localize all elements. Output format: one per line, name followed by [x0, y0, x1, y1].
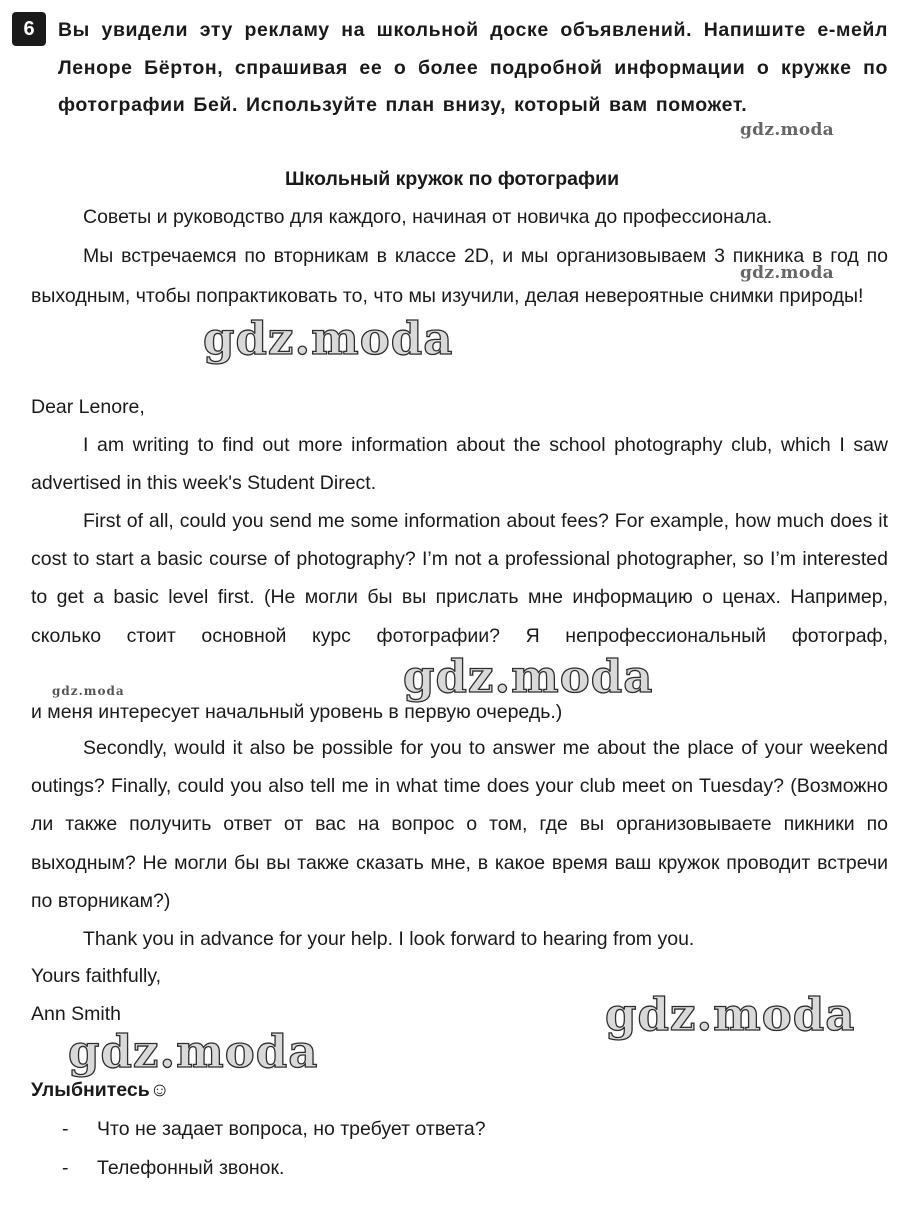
- task-number-badge: 6: [12, 12, 46, 46]
- list-item-text: Что не задает вопроса, но требует ответа?: [97, 1118, 486, 1140]
- smile-title: Улыбнитесь☺: [31, 1079, 170, 1101]
- watermark-logo: gdz.moda: [740, 120, 834, 140]
- letter-paragraph-4: Thank you in advance for your help. I look forward to hearing from you.: [83, 928, 695, 950]
- watermark-logo: gdz.moda: [68, 1025, 319, 1078]
- letter-paragraph-1: I am writing to find out more information about the school photography club, which I saw advertised in this week's Student Direct.: [31, 434, 888, 495]
- watermark-logo: gdz.moda: [740, 263, 834, 283]
- task-instructions: Вы увидели эту рекламу на школьной доске объявлений. Напишите е-мейл Леноре Бёртон, спрашивая ее о более подробной информации о кружке по фотографии Бей. Используйте план внизу, который вам поможет.: [58, 19, 888, 116]
- advert-line-2: Мы встречаемся по вторникам в классе 2D, и мы организовываем 3 пикника в год по выходным, чтобы попрактиковать то, что мы изучили, делая невероятные снимки природы!: [31, 245, 888, 307]
- watermark-logo: gdz.moda: [605, 988, 856, 1041]
- watermark-logo: gdz.moda: [52, 684, 125, 698]
- advert-title: Школьный кружок по фотографии: [284, 168, 620, 190]
- watermark-logo: gdz.moda: [403, 650, 654, 703]
- letter-paragraph-2-end: и меня интересует начальный уровень в первую очередь.): [31, 701, 563, 723]
- watermark-logo: gdz.moda: [203, 312, 454, 365]
- advert-line-1: Советы и руководство для каждого, начиная от новичка до профессионала.: [83, 206, 773, 228]
- letter-signature: Ann Smith: [31, 1003, 121, 1025]
- list-item-dash: -: [62, 1157, 69, 1179]
- letter-closing: Yours faithfully,: [31, 965, 162, 987]
- letter-paragraph-3: Secondly, would it also be possible for you to answer me about the place of your weekend outings? Finally, could you also tell me in what time does your club meet on Tuesday? (Возможно ли также получить ответ от вас на вопрос о том, где вы организовываете пикники по выходным? Не могли бы вы также сказать мне, в какое время ваш кружок проводит встречи по вторникам?): [31, 737, 888, 912]
- letter-paragraph-2: First of all, could you send me some information about fees? For example, how much does it cost to start a basic course of photography? I’m not a professional photographer, so I’m interested to get a basic level first. (Не могли бы вы прислать мне информацию о ценах. Например, сколько стоит основной курс фотографии? Я непрофессиональный фотограф,: [31, 510, 888, 647]
- list-item-dash: -: [62, 1118, 69, 1140]
- letter-greeting: Dear Lenore,: [31, 396, 145, 418]
- list-item-text: Телефонный звонок.: [97, 1157, 285, 1179]
